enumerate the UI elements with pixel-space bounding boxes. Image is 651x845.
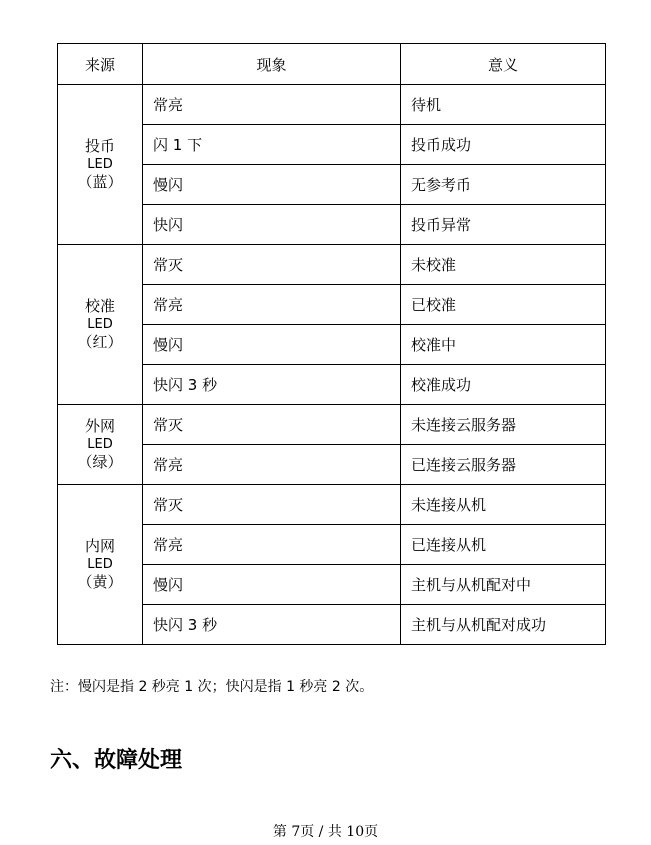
header-phenomenon: 现象: [143, 44, 401, 85]
phenomenon-cell: 常亮: [143, 525, 401, 565]
header-meaning: 意义: [401, 44, 606, 85]
source-led-label: LED: [87, 157, 113, 172]
meaning-cell: 已校准: [401, 285, 606, 325]
table-row: [58, 405, 606, 445]
meaning-cell: 未校准: [401, 245, 606, 285]
header-source: 来源: [58, 44, 143, 85]
source-cell-coin-led: [58, 85, 143, 245]
meaning-cell: 校准成功: [401, 365, 606, 405]
source-led-label: LED: [87, 437, 113, 452]
source-name: 投币: [84, 137, 115, 155]
phenomenon-cell: 快闪 3 秒: [143, 365, 401, 405]
source-cell-internal-network-led: [58, 485, 143, 645]
meaning-cell: 投币异常: [401, 205, 606, 245]
meaning-cell: 无参考币: [401, 165, 606, 205]
source-color: （蓝）: [77, 173, 123, 191]
meaning-cell: 主机与从机配对中: [401, 565, 606, 605]
source-cell-calibration-led: [58, 245, 143, 405]
table-row: [58, 245, 606, 285]
led-status-table: [57, 43, 606, 645]
phenomenon-cell: 快闪 3 秒: [143, 605, 401, 645]
source-led-label: LED: [87, 557, 113, 572]
meaning-cell: 待机: [401, 85, 606, 125]
phenomenon-cell: 常亮: [143, 285, 401, 325]
table-header-row: [58, 44, 606, 85]
meaning-cell: 未连接云服务器: [401, 405, 606, 445]
source-cell-external-network-led: [58, 405, 143, 485]
meaning-cell: 未连接从机: [401, 485, 606, 525]
meaning-cell: 校准中: [401, 325, 606, 365]
table-row: [58, 85, 606, 125]
phenomenon-cell: 常灭: [143, 485, 401, 525]
phenomenon-cell: 闪 1 下: [143, 125, 401, 165]
source-color: （黄）: [77, 573, 123, 591]
source-name: 内网: [84, 537, 115, 555]
phenomenon-cell: 常亮: [143, 445, 401, 485]
meaning-cell: 已连接从机: [401, 525, 606, 565]
table-row: [58, 485, 606, 525]
blink-note: 注：慢闪是指 2 秒亮 1 次；快闪是指 1 秒亮 2 次。: [50, 679, 374, 695]
source-name: 校准: [84, 297, 115, 315]
source-color: （绿）: [77, 453, 123, 471]
phenomenon-cell: 常灭: [143, 245, 401, 285]
meaning-cell: 主机与从机配对成功: [401, 605, 606, 645]
page-footer: 第 7页 / 共 10页: [272, 824, 379, 840]
phenomenon-cell: 快闪: [143, 205, 401, 245]
meaning-cell: 已连接云服务器: [401, 445, 606, 485]
source-name: 外网: [84, 417, 115, 435]
phenomenon-cell: 常亮: [143, 85, 401, 125]
phenomenon-cell: 慢闪: [143, 325, 401, 365]
phenomenon-cell: 常灭: [143, 405, 401, 445]
section-heading: 六、故障处理: [50, 748, 183, 773]
phenomenon-cell: 慢闪: [143, 565, 401, 605]
meaning-cell: 投币成功: [401, 125, 606, 165]
phenomenon-cell: 慢闪: [143, 165, 401, 205]
source-led-label: LED: [87, 317, 113, 332]
source-color: （红）: [77, 333, 123, 351]
